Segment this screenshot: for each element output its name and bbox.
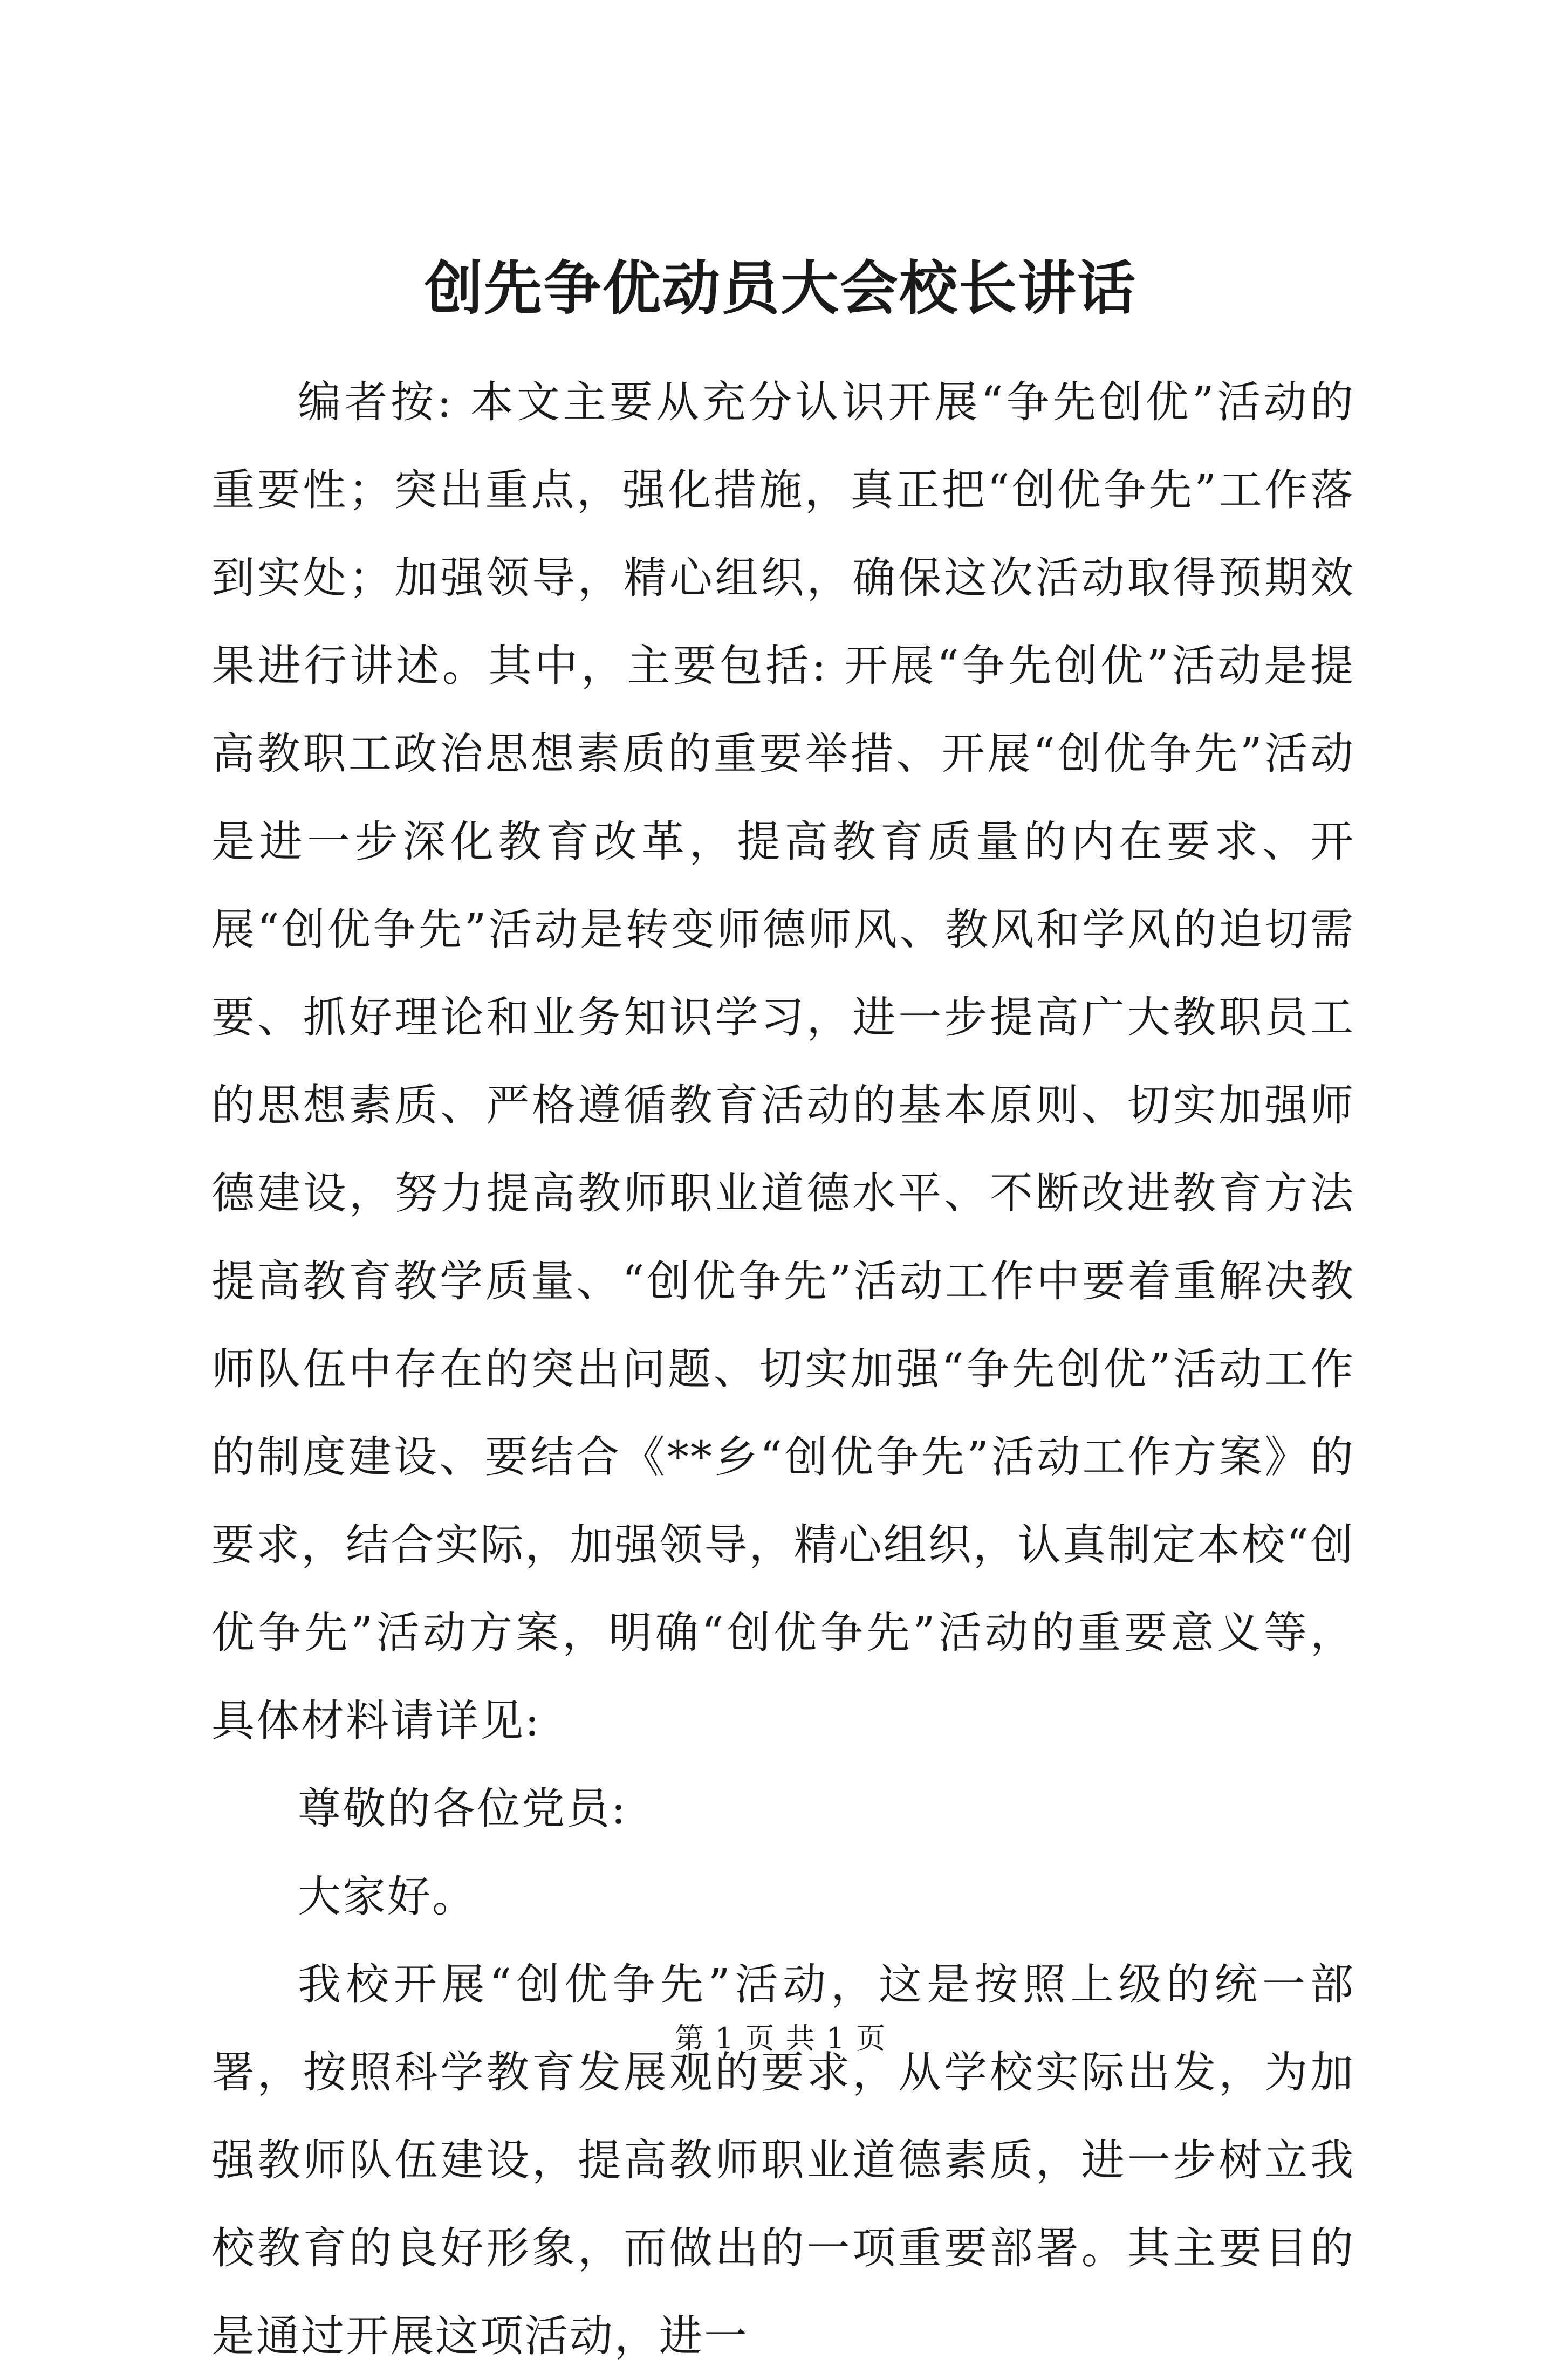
salutation-paragraph: 尊敬的各位党员: [298, 1784, 627, 1834]
speech-body-paragraph: 我校开展“创优争先”活动，这是按照上级的统一部署，按照科学教育发展观的要求，从学校实际出发，为加强教师队伍建设，提高教师职业道德素质，进一步树立我校教育的良好形象，而做出的一项重要部署。其主要目的是通过开展这项活动，进一 [211, 1959, 1355, 2361]
page-footer: 第 1 页 共 1 页 [674, 2021, 887, 2055]
greeting-paragraph: 大家好。 [298, 1871, 477, 1922]
document-body [211, 358, 1355, 2380]
document-title: 创先争优动员大会校长讲话 [424, 255, 1136, 323]
editor-note-paragraph: 编者按: 本文主要从充分认识开展“争先创优”活动的重要性；突出重点，强化措施，真正把“创优争先”工作落到实处；加强领导，精心组织，确保这次活动取得预期效果进行讲述。其中，主要包括: 开展“争先创优”活动是提高教职工政治思想素质的重要举措、开展“创优争先”活动是进一步深化教育改革，提高教育质量的内在要求、开展“创优争先”活动是转变师德师风、教风和学风的迫切需要、抓好理论和业务知识学习，进一步提高广大教职员工的思想素质、严格遵循教育活动的基本原则、切实加强师德建设，努力提高教师职业道德水平、不断改进教育方法提高教育教学质量、“创优争先”活动工作中要着重解决教师队伍中存在的突出问题、切实加强“争先创优”活动工作的制度建设、要结合《**乡“创优争先”活动工作方案》的要求，结合实际，加强领导，精心组织，认真制定本校“创优争先”活动方案，明确“创优争先”活动的重要意义等，具体材料请详见: [211, 377, 1355, 1746]
